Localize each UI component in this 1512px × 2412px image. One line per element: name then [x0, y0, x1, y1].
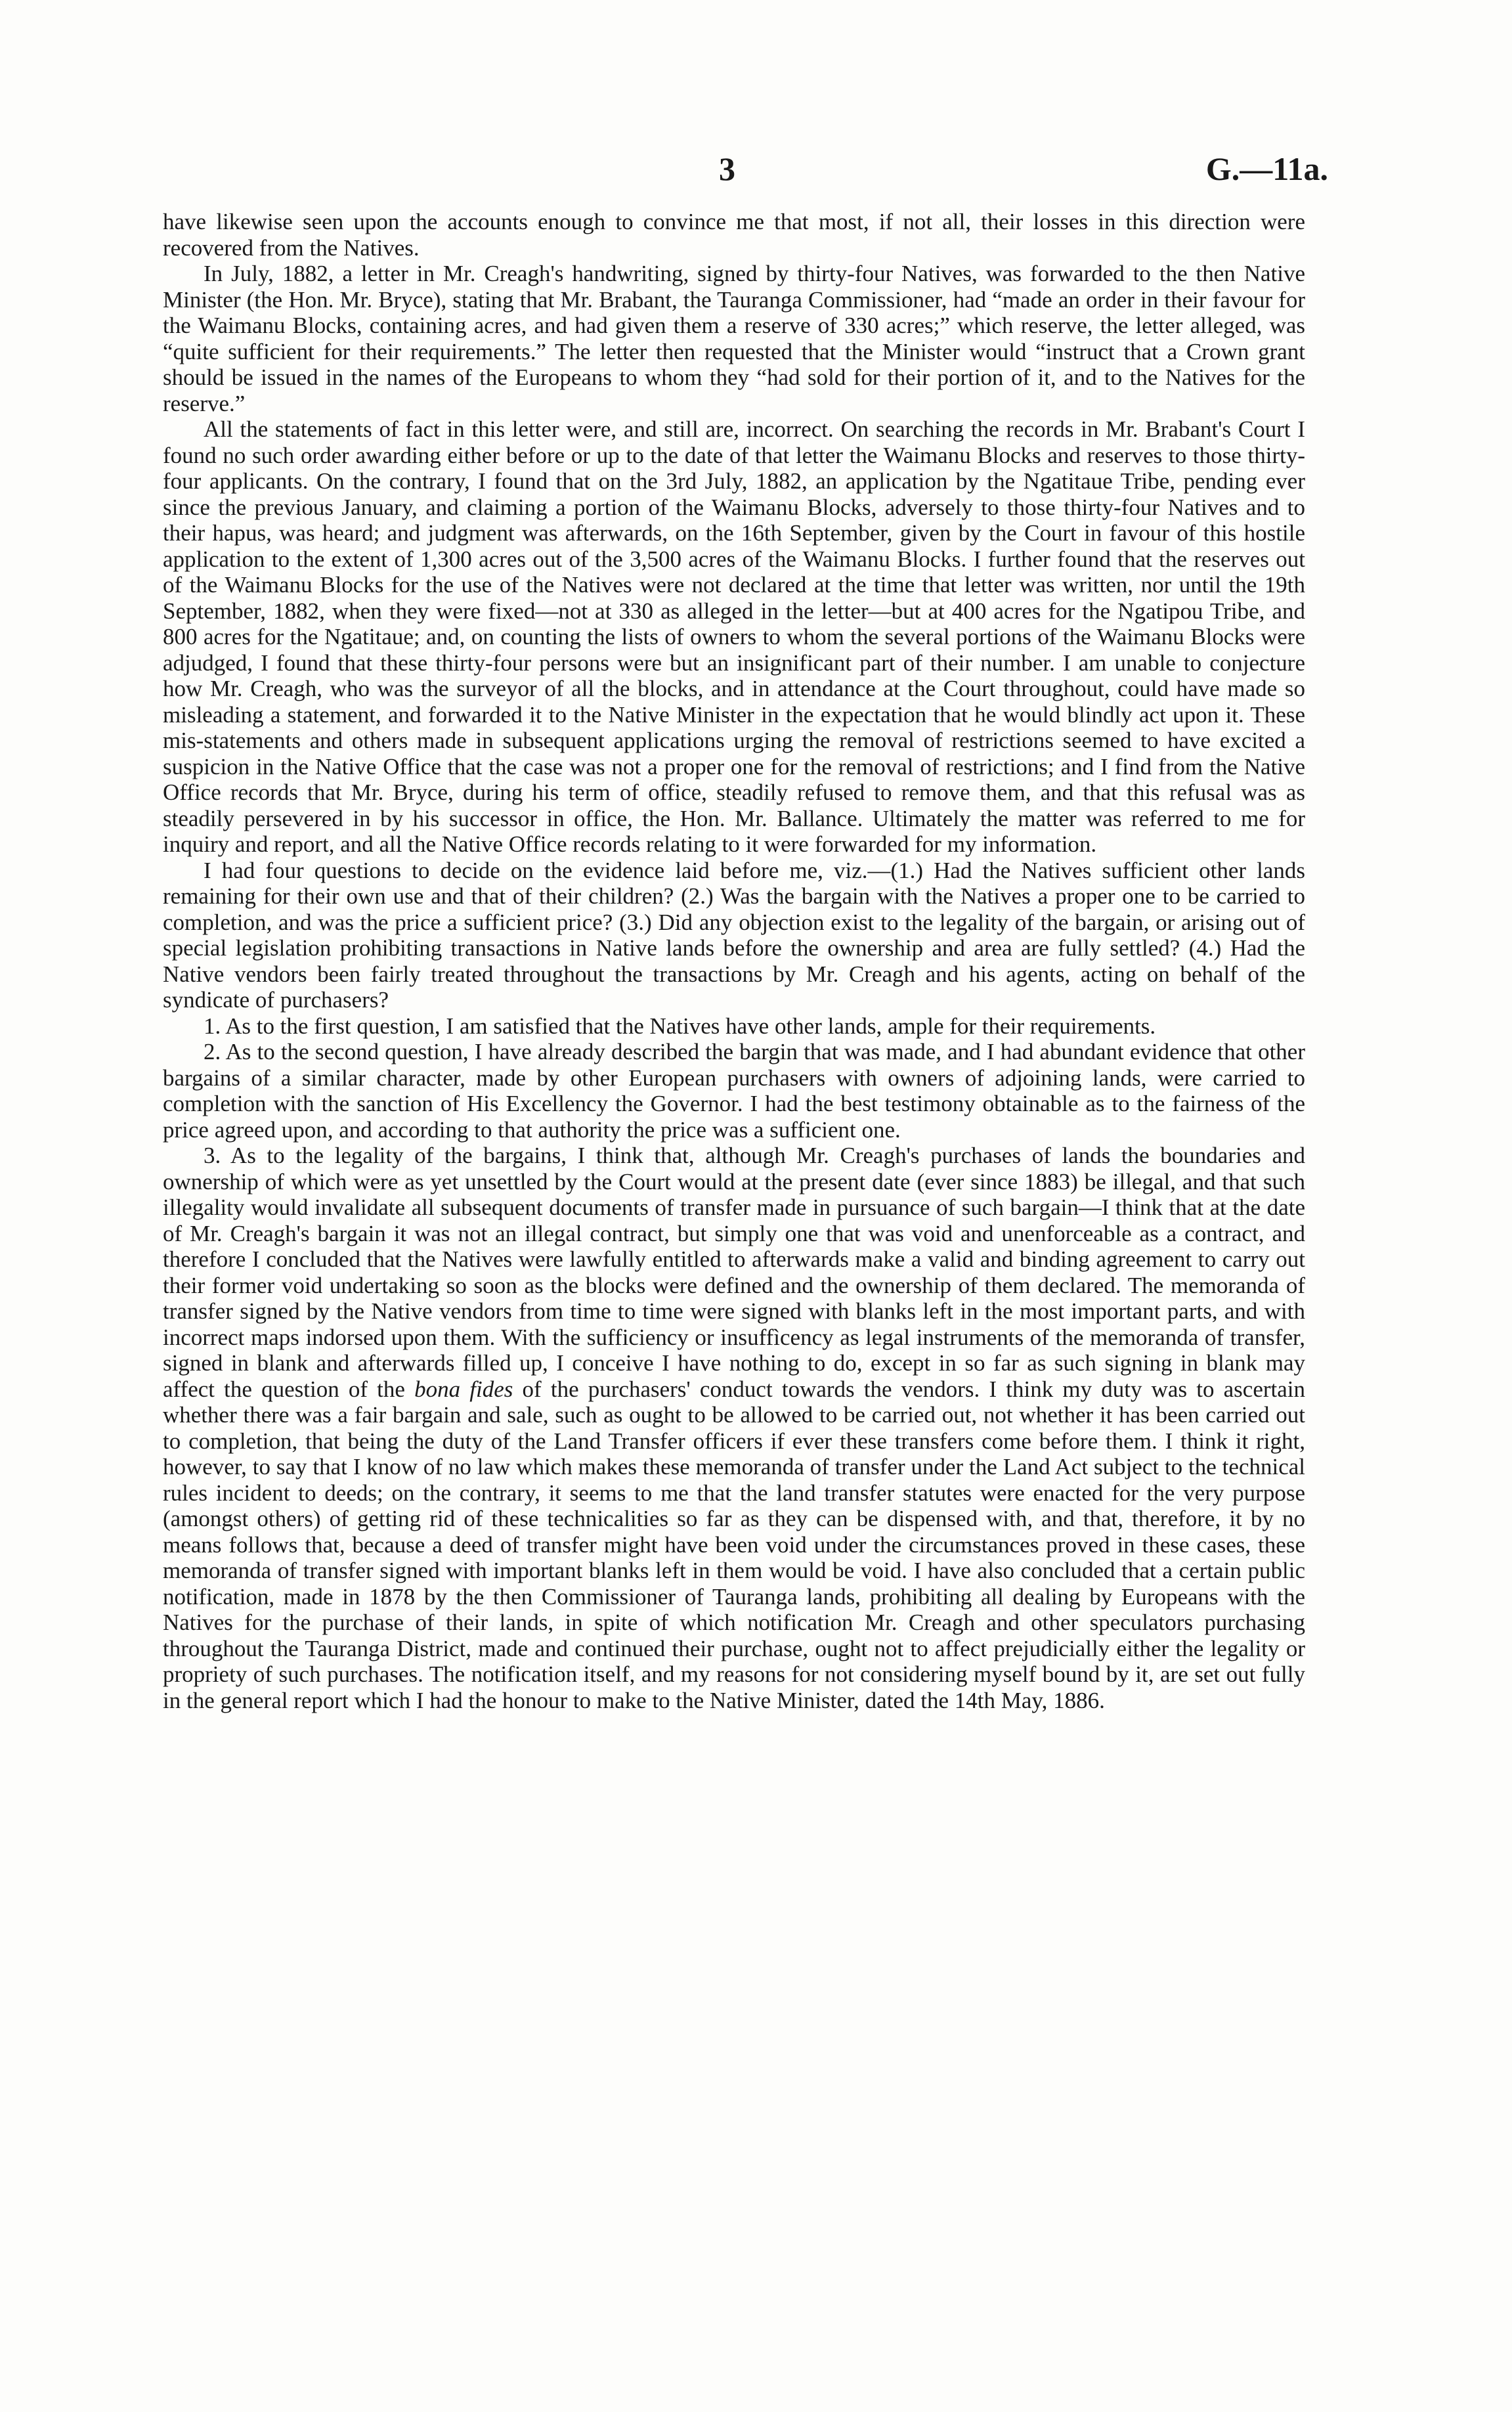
paragraph-7-part-1: 3. As to the legality of the bargains, I think that, although Mr. Creagh's purchases of lands the boundaries and ownership of which were as yet unsettled by the Court would at the present date (ever since 1883) be illegal, and that such illegality would invalidate all subsequent documents of transfer made in pursuance of such bargain—I think that at the date of Mr. Creagh's bargain it was not an illegal contract, but simply one that was void and unenforceable as a contract, and therefore I concluded that the Natives were lawfully entitled to afterwards make a valid and binding agreement to carry out their former void undertaking so soon as the blocks were defined and the ownership of them declared. The memoranda of transfer signed by the Native vendors from time to time were signed with blanks left in the most important parts, and with incorrect maps indorsed upon them. With the sufficiency or insuffìcency as legal instruments of the memoranda of transfer, signed in blank and afterwards filled up, I conceive I have nothing to do, except in so far as such signing in blank may affect the question of the [163, 1143, 1305, 1402]
paragraph-7-part-2: of the purchasers' conduct towards the vendors. I think my duty was to ascertain whether there was a fair bargain and sale, such as ought to be allowed to be carried out, not whether it has been carried out to completion, that being the duty of the Land Transfer officers if ever these transfers come before them. I think it right, however, to say that I know of no law which makes these memoranda of transfer under the Land Act subject to the technical rules incident to deeds; on the contrary, it seems to me that the land transfer statutes were enacted for the very purpose (amongst others) of getting rid of these technicalities so far as they can be dispensed with, and that, therefore, it by no means follows that, because a deed of transfer might have been void under the circumstances proved in these cases, these memoranda of transfer signed with important blanks left in them would be void. I have also concluded that a certain public notification, made in 1878 by the then Commissioner of Tauranga lands, prohibiting all dealing by Europeans with the Natives for the purchase of their lands, in spite of which notification Mr. Creagh and other speculators purchasing throughout the Tauranga District, made and continued their purchase, ought not to affect prejudicially either the legality or propriety of such purchases. The notification itself, and my reasons for not considering myself bound by it, are set out fully in the general report which I had the honour to make to the Native Minister, dated the 14th May, 1886. [163, 1376, 1305, 1713]
paragraph-5: 1. As to the first question, I am satisfied that the Natives have other lands, ample for their requirements. [204, 1013, 1156, 1039]
paragraph-7-italic-term: bona fides [414, 1376, 513, 1402]
body-text [163, 209, 1305, 1713]
paragraph-1: have likewise seen upon the accounts enough to convince me that most, if not all, their losses in this direction were recovered from the Natives. [163, 209, 1305, 261]
paragraph-7 [163, 1143, 1305, 1713]
paragraph-4: I had four questions to decide on the evidence laid before me, viz.—(1.) Had the Natives sufficient other lands remaining for their own use and that of their children? (2.) Was the bargain with the Natives a proper one to be carried to completion, and was the price a sufficient price? (3.) Did any objection exist to the legality of the bargain, or arising out of special legislation prohibiting transactions in Native lands before the ownership and area are fully settled? (4.) Had the Native vendors been fairly treated throughout the transactions by Mr. Creagh and his agents, acting on behalf of the syndicate of purchasers? [163, 857, 1305, 1013]
paragraph-6: 2. As to the second question, I have already described the bargin that was made, and I had abundant evidence that other bargains of a similar character, made by other European purchasers with owners of adjoining lands, were carried to completion with the sanction of His Excellency the Governor. I had the best testimony obtainable as to the fairness of the price agreed upon, and according to that authority the price was a sufficient one. [163, 1039, 1305, 1143]
page-number: 3 [719, 150, 735, 187]
paragraph-2: In July, 1882, a letter in Mr. Creagh's handwriting, signed by thirty-four Natives, was forwarded to the then Native Minister (the Hon. Mr. Bryce), stating that Mr. Brabant, the Tauranga Commissioner, had “made an order in their favour for the Waimanu Blocks, containing acres, and had given them a reserve of 330 acres;” which reserve, the letter alleged, was “quite sufficient for their requirements.” The letter then requested that the Minister would “instruct that a Crown grant should be issued in the names of the Europeans to whom they “had sold for their portion of it, and to the Natives for the reserve.” [163, 261, 1305, 416]
document-reference: G.—11a. [1205, 150, 1328, 187]
paragraph-3: All the statements of fact in this letter were, and still are, incorrect. On searching the records in Mr. Brabant's Court I found no such order awarding either before or up to the date of that letter the Waimanu Blocks and reserves to those thirty-four applicants. On the contrary, I found that on the 3rd July, 1882, an application by the Ngatitaue Tribe, pending ever since the previous January, and claiming a portion of the Waimanu Blocks, adversely to those thirty-four Natives and to their hapus, was heard; and judgment was afterwards, on the 16th September, given by the Court in favour of this hostile application to the extent of 1,300 acres out of the 3,500 acres of the Waimanu Blocks. I further found that the reserves out of the Waimanu Blocks for the use of the Natives were not declared at the time that letter was written, nor until the 19th September, 1882, when they were fixed—not at 330 as alleged in the letter—but at 400 acres for the Ngatipou Tribe, and 800 acres for the Ngatitaue; and, on counting the lists of owners to whom the several portions of the Waimanu Blocks were adjudged, I found that these thirty-four persons were but an insignificant part of their number. I am unable to conjecture how Mr. Creagh, who was the surveyor of all the blocks, and in attendance at the Court throughout, could have made so misleading a statement, and forwarded it to the Native Minister in the expectation that he would blindly act upon it. These mis-statements and others made in subsequent applications urging the removal of restrictions seemed to have excited a suspicion in the Native Office that the case was not a proper one for the removal of restrictions; and I find from the Native Office records that Mr. Bryce, during his term of office, steadily refused to remove them, and that this refusal was as steadily persevered in by his successor in office, the Hon. Mr. Ballance. Ultimately the matter was referred to me for inquiry and report, and all the Native Office records relating to it were forwarded for my information. [163, 416, 1305, 857]
page-header [0, 150, 1512, 202]
